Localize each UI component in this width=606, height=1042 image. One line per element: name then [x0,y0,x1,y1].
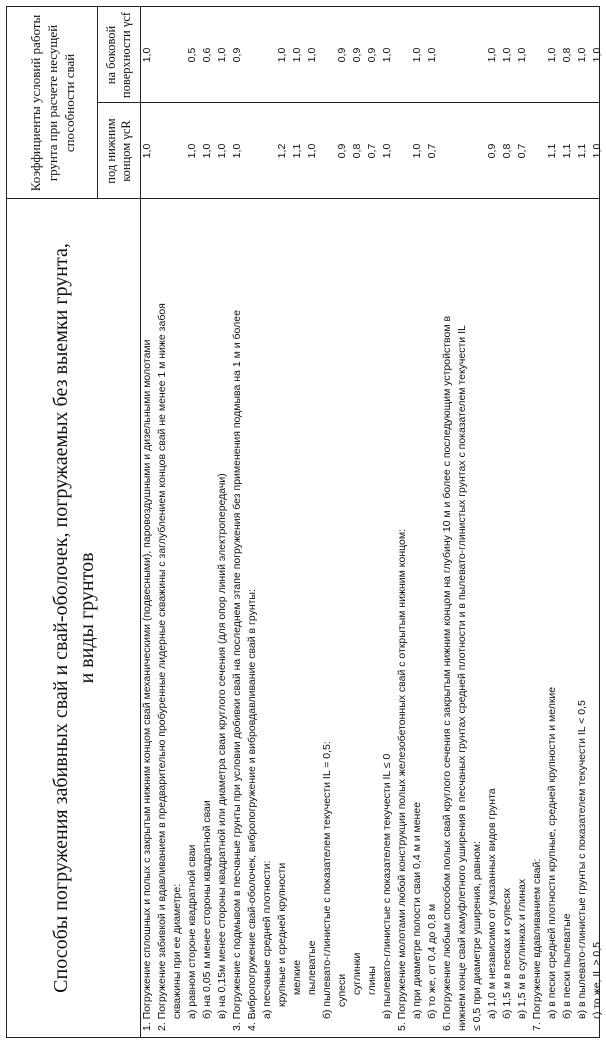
coef-lower-end: 1,0 [591,143,603,159]
table-row [140,7,155,1037]
table-row [320,7,335,1037]
row-description: 4. Вибропогружение свай-оболочек, вибропогружение и вибровдавливание свай в грунты: [246,589,258,1031]
table-row [230,7,245,1037]
coef-side-surface: 0,6 [201,47,213,63]
row-description: супеси [336,973,348,1007]
table-row [410,7,425,1037]
row-description: 1. Погружение сплошных и полых с закрытым нижним концом свай механическими (подвесными), паровоздушными и дизельными молотами [141,339,153,1031]
row-description: ≤ 0,5 при диаметре уширения, равном: [471,841,483,1031]
table-row [530,7,545,1037]
coef-lower-end: 1,0 [381,143,393,159]
coef-side-surface: 1,0 [381,47,393,63]
row-description: 3. Погружение с подмывом в песчаные грунты при условии добивки свай на последнем этапе погружения без применения подмыва на 1 м и более [231,310,243,1031]
row-description: крупные и средней крупности [276,862,288,1007]
coef-side-surface: 1,0 [291,47,303,63]
row-description: а) в пески средней плотности крупные, средней крупности и мелкие [546,686,558,1019]
coef-lower-end: 1,0 [141,143,153,159]
row-description: а) равном стороне квадратной сваи [186,844,198,1019]
coef-lower-end: 1,1 [576,143,588,159]
title-line-1: Способы погружения забивных свай и свай-оболочек, погружаемых без выемки грунта, [49,243,72,993]
table-row [590,7,605,1037]
coef-lower-end: 1,1 [546,143,558,159]
coefficients-header: Коэффициенты условий работы грунта при расчете несущей способности свай [27,14,77,192]
coef-side-surface: 1,0 [306,47,318,63]
table-row [275,7,290,1037]
table-row [170,7,185,1037]
coef-lower-end: 1,1 [561,143,573,159]
coef-lower-end: 1,0 [201,143,213,159]
coef-side-surface: 1,0 [516,47,528,63]
coef-lower-end: 0,7 [366,143,378,159]
coef-lower-end: 1,1 [291,143,303,159]
coef-side-surface: 0,8 [561,47,573,63]
table-row [335,7,350,1037]
coef-side-surface: 1,0 [576,47,588,63]
row-description: а) 1,0 м независимо от указанных видов грунта [486,788,498,1019]
row-description: б) 1,5 м в песках и супесях [501,887,513,1019]
coef-side-surface: 1,0 [411,47,423,63]
row-description: пылеватые [306,940,318,995]
table-row [575,7,590,1037]
row-description: 6. Погружение любым способом полых свай круглого сечения с закрытым нижним концом на глубину 10 м и более с последующим устройством в [441,315,453,1031]
table-row [425,7,440,1037]
table-row [245,7,260,1037]
row-description: 7. Погружение вдавливанием свай: [531,858,543,1031]
col-side-surface-header: на боковой поверхности γcf [103,11,133,99]
row-description: 2. Погружение забивкой и вдавливанием в предварительно пробуренные лидерные скважины с заглублением концов свай не менее 1 м ниже забоя [156,303,168,1031]
coef-side-surface: 1,0 [501,47,513,63]
row-description: б) то же, от 0,4 до 0,8 м [426,903,438,1019]
table-row [455,7,470,1037]
coef-lower-end: 0,8 [351,143,363,159]
row-description: в) в пылевато-глинистые грунты с показателем текучести IL < 0,5 [576,700,588,1019]
coef-lower-end: 0,9 [336,143,348,159]
table-row [290,7,305,1037]
row-description: а) песчаные средней плотности: [261,860,273,1019]
coef-lower-end: 0,8 [501,143,513,159]
table-row [440,7,455,1037]
table-row [545,7,560,1037]
row-description: б) пылевато-глинистые с показателем текучести IL = 0,5: [321,741,333,1019]
row-description: б) в пески пылеватые [561,913,573,1019]
table-row [560,7,575,1037]
row-description: скважины при ее диаметре: [171,883,183,1019]
coef-lower-end: 0,9 [486,143,498,159]
table-row [470,7,485,1037]
col-lower-end-header: под нижним концом γcR [103,118,133,184]
coef-side-surface: 0,5 [186,47,198,63]
row-description: нижнем конце свай камуфлетного уширения в песчаных грунтах средней плотности и в пылевато-глинистых грунтах с показателем текучести IL [456,325,468,1031]
coef-side-surface: 1,0 [591,47,603,63]
coef-lower-end: 1,0 [306,143,318,159]
table-row [305,7,320,1037]
table-row [485,7,500,1037]
row-description: 5. Погружение молотами любой конструкции полых железобетонных свай с открытым нижним концом: [396,528,408,1031]
row-description: в) 1,5 м в суглинках и глинах [516,878,528,1019]
coef-side-surface: 0,9 [336,47,348,63]
coef-side-surface: 0,9 [351,47,363,63]
table-row [515,7,530,1037]
row-description: суглинки [351,952,363,995]
coef-side-surface: 1,0 [141,47,153,63]
coef-lower-end: 1,0 [231,143,243,159]
coef-side-surface: 0,9 [231,47,243,63]
coef-side-surface: 0,9 [366,47,378,63]
coef-side-surface: 1,0 [426,47,438,63]
table-row [350,7,365,1037]
coef-lower-end: 1,2 [276,143,288,159]
table-row [200,7,215,1037]
title-line-2: и виды грунтов [75,552,98,684]
coef-lower-end: 1,0 [411,143,423,159]
coef-side-surface: 1,0 [546,47,558,63]
coef-lower-end: 1,0 [216,143,228,159]
row-description: б) на 0,05 м менее стороны квадратной сваи [201,800,213,1019]
table-body [140,7,605,1037]
table-row [185,7,200,1037]
coef-lower-end: 0,7 [516,143,528,159]
table-row [380,7,395,1037]
coef-lower-end: 0,7 [426,143,438,159]
row-description: глины [366,966,378,995]
table-row [215,7,230,1037]
row-description: в) на 0,15м менее стороны квадратной или диаметра сваи круглого сечения (для опор линий электропередачи) [216,473,228,1019]
table-row [260,7,275,1037]
table-title [7,199,140,1037]
table-row [500,7,515,1037]
row-description: а) при диаметре полости сваи 0,4 м и менее [411,801,423,1019]
coef-side-surface: 1,0 [486,47,498,63]
header-divider [97,7,98,199]
row-description: в) пылевато-глинистые с показателем текучести IL ≤ 0 [381,753,393,1019]
table-row [155,7,170,1037]
coef-side-surface: 1,0 [276,47,288,63]
table-row [365,7,380,1037]
coef-lower-end: 1,0 [186,143,198,159]
table-row [395,7,410,1037]
row-description: г) то же, IL ≥ 0,5 [591,942,603,1019]
coef-side-surface: 1,0 [216,47,228,63]
row-description: мелкие [291,959,303,995]
coefficients-table [6,6,603,1038]
